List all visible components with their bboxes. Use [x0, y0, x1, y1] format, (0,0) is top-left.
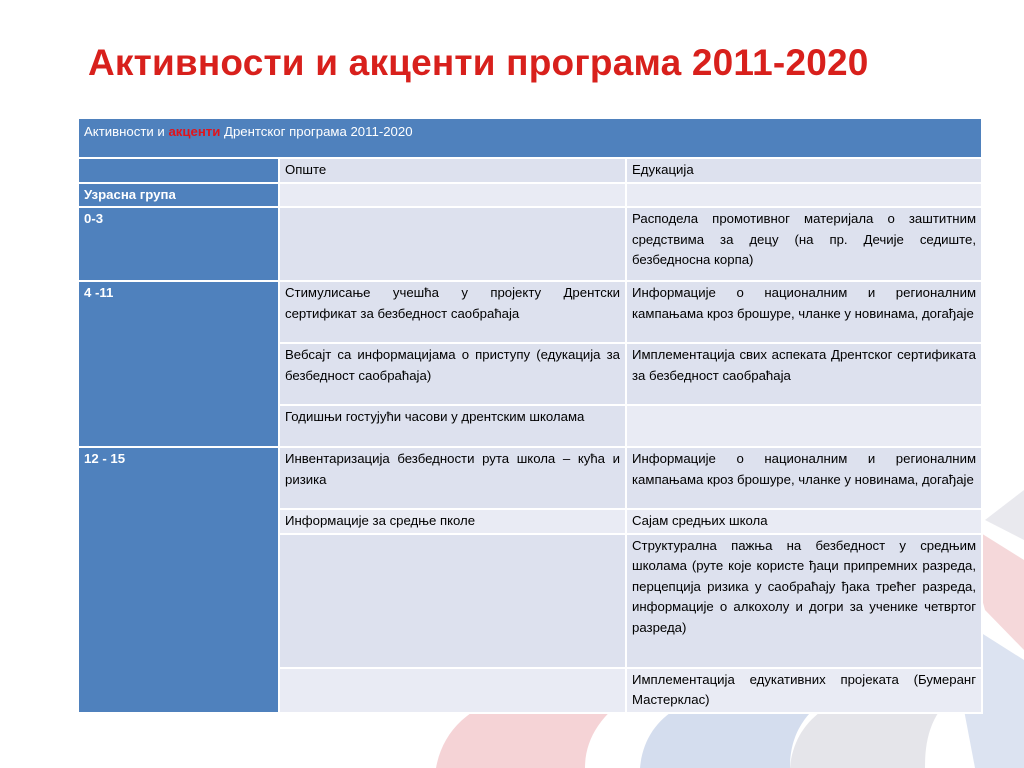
caption-text-accent: акценти: [168, 124, 221, 139]
column-header-row: [78, 158, 982, 183]
cell-12-15-a-education: Информације о националним и регионалним кампањама кроз брошуре, чланке у новинама, догађаје: [626, 447, 982, 509]
cell-12-15-c-general: [279, 534, 626, 668]
table-row-4-11-a: [78, 281, 982, 343]
cell-4-11-c-education: [626, 405, 982, 447]
cell-12-15-c-education: Структурална пажња на безбедност у средњим школама (руте које користе ђаци припремних разреда, перцепција ризика у саобраћају ђака трећег разреда, информације о алкохолу и догри за ученике четвртог разреда): [626, 534, 982, 668]
program-table: [77, 117, 983, 714]
cell-12-15-b-education: Сајам средњих школа: [626, 509, 982, 534]
table-row-12-15-a: [78, 447, 982, 509]
age-group-education-cell: [626, 183, 982, 208]
column-header-blank: [78, 158, 279, 183]
age-group-row: [78, 183, 982, 208]
cell-4-11-a-general: Стимулисање учешћа у пројекту Дрентски сертификат за безбедност саобраћаја: [279, 281, 626, 343]
cell-4-11-a-education: Информације о националним и регионалним кампањама кроз брошуре, чланке у новинама, догађаје: [626, 281, 982, 343]
table-caption: [78, 118, 982, 158]
age-0-3-label: 0-3: [78, 207, 279, 281]
cell-0-3-education: Расподела промотивног материјала о заштитним средствима за децу (на пр. Дечије седиште, безбедносна корпа): [626, 207, 982, 281]
cell-4-11-c-general: Годишњи гостујући часови у дрентским школама: [279, 405, 626, 447]
caption-text-post: Дрентског програма 2011-2020: [220, 124, 413, 139]
column-header-general: Опште: [279, 158, 626, 183]
cell-0-3-general: [279, 207, 626, 281]
column-header-education: Едукација: [626, 158, 982, 183]
cell-4-11-b-general: Вебсајт са информацијама о приступу (едукација за безбедност саобраћаја): [279, 343, 626, 405]
cell-12-15-a-general: Инвентаризација безбедности рута школа – кућа и ризика: [279, 447, 626, 509]
grey-chevron: [985, 490, 1024, 540]
age-group-general-cell: [279, 183, 626, 208]
cell-12-15-d-education: Имплементација едукативних пројеката (Бумеранг Мастерклас): [626, 668, 982, 713]
cell-12-15-d-general: [279, 668, 626, 713]
age-4-11-label: 4 -11: [78, 281, 279, 447]
slide-title: Активности и акценти програма 2011-2020: [88, 42, 869, 83]
caption-text-pre: Активности и: [84, 124, 169, 139]
age-group-label: Узрасна група: [78, 183, 279, 208]
table-row-0-3: [78, 207, 982, 281]
cell-4-11-b-education: Имплементација свих аспеката Дрентског сертификата за безбедност саобраћаја: [626, 343, 982, 405]
cell-12-15-b-general: Информације за средње пколе: [279, 509, 626, 534]
age-12-15-label: 12 - 15: [78, 447, 279, 713]
table-caption-row: [78, 118, 982, 158]
